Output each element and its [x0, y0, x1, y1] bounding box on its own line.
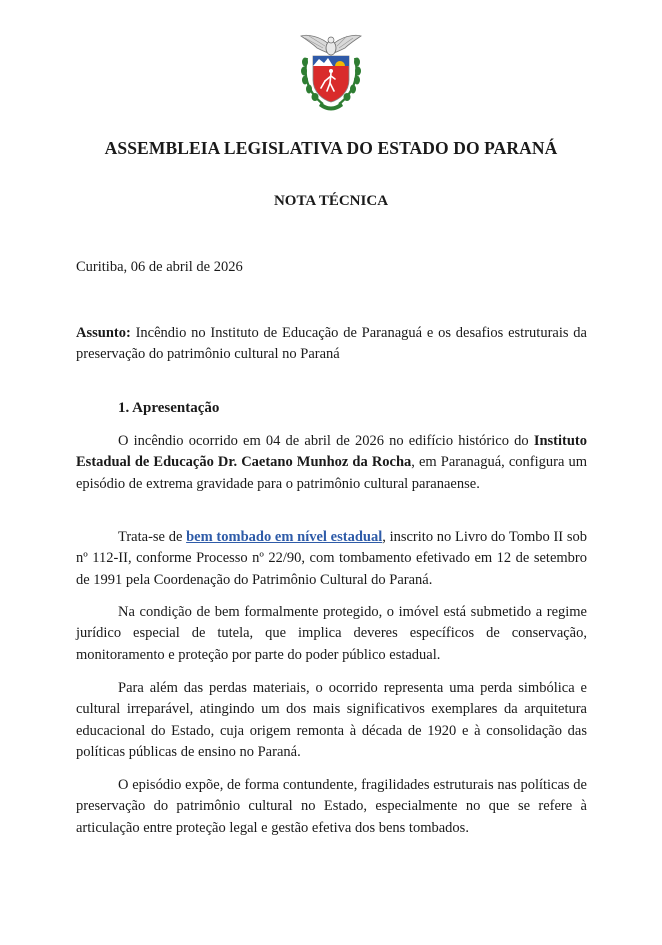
parana-coat-of-arms-icon [297, 30, 365, 112]
date-line: Curitiba, 06 de abril de 2026 [76, 259, 243, 275]
heritage-status-link[interactable]: bem tombado em nível estadual [186, 529, 383, 545]
section-heading: 1. Apresentação [118, 400, 220, 416]
organization-title: ASSEMBLEIA LEGISLATIVA DO ESTADO DO PARANÁ [104, 138, 558, 158]
document-type-title: NOTA TÉCNICA [273, 193, 389, 209]
paragraph-2 [76, 527, 587, 591]
paragraph-3: Na condição de bem formalmente protegido, o imóvel está submetido a regime jurídico especial de tutela, que implica deveres específicos de conservação, monitoramento e proteção por parte do poder público estadual. [76, 604, 587, 663]
subject-line [76, 323, 587, 366]
paragraph-2-text-end: , inscrito no Livro do Tombo II sob nº 112-II, conforme Processo nº 22/90, com tombamento efetivado em 12 de setembro de 1991 pela Coordenação do Patrimônio Cultural do Paraná. [76, 529, 588, 588]
paragraph-4: Para além das perdas materiais, o ocorrido representa uma perda simbólica e cultural irreparável, atingindo um dos mais significativos exemplares da arquitetura educacional do Estado, cuja origem remonta à década de 1920 e à consolidação das políticas públicas de ensino no Paraná. [76, 680, 587, 760]
subject-label: Assunto: [76, 325, 131, 341]
paragraph-1 [76, 431, 587, 495]
paragraph-5: O episódio expõe, de forma contundente, fragilidades estruturais nas políticas de preservação do patrimônio cultural no Estado, especialmente no que se refere à articulação entre proteção legal e gestão efetiva dos bens tombados. [76, 777, 587, 836]
paragraph-2-text: Trata-se de [118, 529, 187, 545]
institute-name: Instituto Estadual de Educação Dr. Caetano Munhoz da Rocha [76, 433, 587, 471]
subject-text: Incêndio no Instituto de Educação de Paranaguá e os desafios estruturais da preservação do patrimônio cultural no Paraná [76, 325, 587, 363]
paragraph-1-text: O incêndio ocorrido em 04 de abril de 2026 no edifício histórico do [118, 433, 534, 449]
paragraph-1-text-end: , em Paranaguá, configura um episódio de extrema gravidade para o patrimônio cultural paranaense. [76, 454, 588, 492]
